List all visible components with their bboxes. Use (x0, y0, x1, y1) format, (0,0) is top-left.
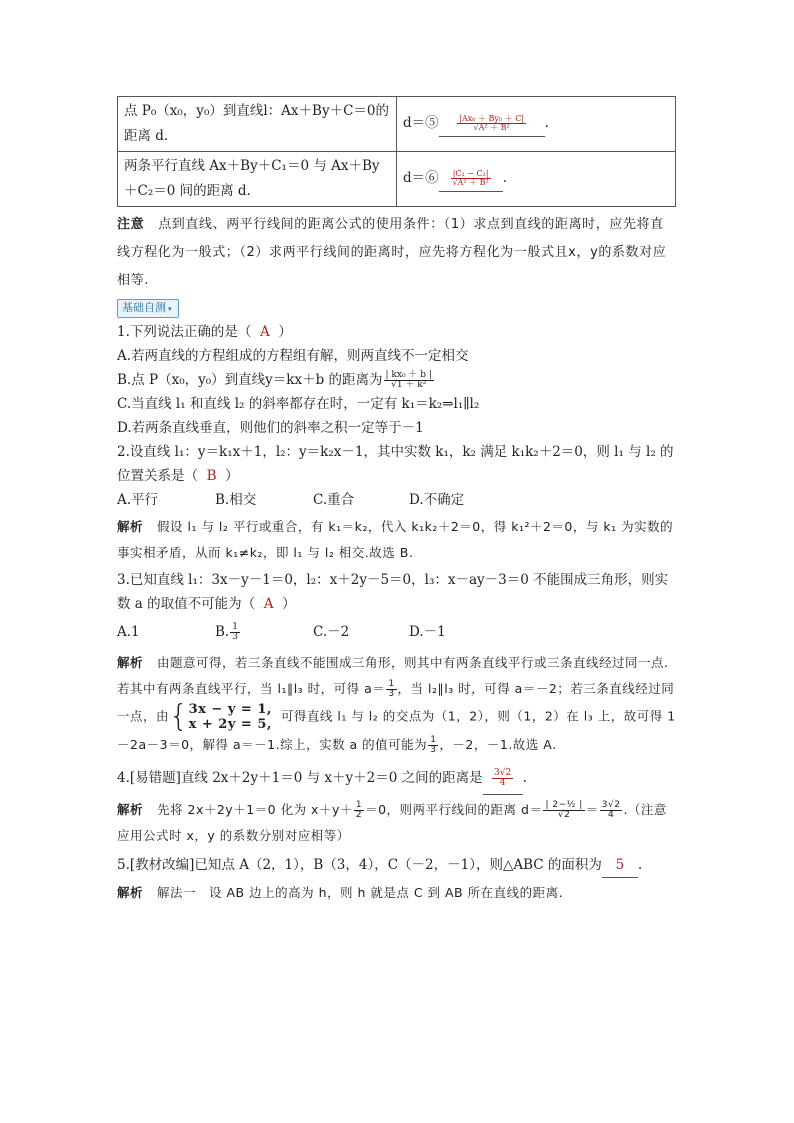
fraction-numerator: 1 (388, 678, 395, 689)
question-4-solution (117, 797, 677, 849)
solution-fraction (354, 801, 364, 821)
point-line-distance-label: 点 P₀（x₀，y₀）到直线l：Ax＋By＋C＝0的距离 d. (118, 97, 397, 152)
question-text: . (522, 770, 527, 786)
fraction-denominator: 3 (388, 689, 395, 699)
option-a: A.1 (117, 624, 140, 640)
formula-prefix: d＝⑤ (403, 115, 439, 131)
section-badge (117, 299, 179, 318)
answer-mark: B (206, 468, 217, 484)
question-text: 3.已知直线 l₁：3x－y－1＝0，l₂：x＋2y－5＝0，l₃：x－ay－3＝0 不能围成三角形，则实数 a 的取值不可能为（ (117, 572, 669, 612)
solution-text: .（注意应用公式时 x，y 的系数分别对应相等） (117, 802, 667, 843)
solution-fraction (543, 801, 584, 821)
question-2-stem (117, 440, 677, 488)
question-text: 2.设直线 l₁：y＝k₁x＋1，l₂：y＝k₂x－1，其中实数 k₁，k₂ 满足 k₁k₂＋2＝0，则 l₁ 与 l₂ 的位置关系是（ (117, 444, 674, 484)
fraction-numerator: 1 (430, 734, 437, 745)
answer-blank: 5 (602, 853, 638, 878)
option-text: B.点 P（x₀，y₀）到直线y＝kx＋b 的距离为 (117, 372, 383, 388)
solution-text: 先将 2x＋2y＋1＝0 化为 x＋y＋ (157, 802, 353, 817)
caret-down-icon: ▾ (168, 305, 172, 313)
solution-label: 解析 (117, 885, 144, 900)
fraction-numerator: | kx₀ ＋ b | (385, 369, 432, 380)
note-paragraph (117, 211, 677, 295)
fraction-numerator: 3√2 (601, 799, 621, 810)
fraction-numerator: 3√2 (494, 767, 512, 778)
solution-fraction (600, 801, 623, 821)
equation-system (189, 702, 272, 732)
fraction-denominator: 2 (355, 810, 363, 820)
question-5-solution (117, 880, 677, 906)
question-text: 4.[易错题]直线 2x＋2y＋1＝0 与 x＋y＋2＝0 之间的距离是 (117, 770, 483, 786)
page-content (117, 96, 677, 908)
answer-blank (439, 111, 545, 137)
fraction-denominator: √A² ＋ B² (473, 123, 510, 132)
answer-fraction (492, 769, 513, 789)
question-1-stem (117, 320, 677, 344)
equation-line: 3x − y = 1, (188, 702, 272, 717)
option-c: C.－2 (313, 624, 350, 640)
option-d: D.－1 (409, 624, 446, 640)
option-fraction (230, 623, 240, 643)
question-text: . (637, 857, 643, 873)
fraction-denominator: 4 (607, 810, 615, 820)
solution-fraction (428, 736, 438, 756)
fraction-numerator: 1 (355, 799, 363, 810)
left-brace-icon: { (169, 699, 189, 734)
fraction-denominator: 3 (430, 745, 437, 755)
fraction-numerator: |Ax₀ ＋ By₀ ＋ C| (459, 113, 525, 123)
answer-blank (439, 166, 503, 192)
solution-text: 可得直线 l₁ 与 l₂ 的交点为（1，2），则（1，2）在 l₃ 上，故可得 1－2a－3＝0，解得 a＝－1.综上，实数 a 的值可能为 (117, 708, 676, 752)
question-2-options (117, 488, 677, 512)
solution-text: ＝0，则两平行线间的距离 d＝ (365, 802, 543, 817)
fraction-denominator: √A² ＋ B² (452, 178, 489, 187)
option-a: A.平行 (117, 492, 159, 508)
question-text: ） (282, 596, 296, 612)
question-3-stem (117, 568, 677, 616)
option-text: B. (215, 624, 230, 640)
fraction-denominator: 3 (232, 632, 238, 642)
option-d: D.不确定 (409, 492, 465, 508)
table-row (118, 152, 676, 207)
parallel-lines-distance-formula: d＝⑥ $\frac{\text{|C₁ − C₂|}}{\text{√A² ＋ B²}}$ . (397, 152, 676, 207)
table-row (118, 97, 676, 152)
answer-mark: A (259, 324, 270, 340)
formula-fraction (451, 170, 491, 188)
question-text: 5.[教材改编]已知点 A（2，1），B（3，4），C（－2，－1），则△ABC 的面积为 (117, 857, 602, 873)
fraction-denominator: √1 ＋ k² (391, 380, 427, 390)
solution-fraction (386, 680, 396, 700)
question-text: 1.下列说法正确的是（ (117, 324, 252, 340)
question-text: ） (278, 324, 292, 340)
option-b (117, 368, 677, 392)
solution-text: ，当 l₂∥l₃ 时，可得 a＝－2；若三条直线经过同一点，由 (117, 681, 675, 724)
solution-label: 解析 (117, 655, 144, 670)
option-b (215, 616, 313, 648)
question-5-stem (117, 853, 677, 878)
solution-text: 解法一 设 AB 边上的高为 h，则 h 就是点 C 到 AB 所在直线的距离. (157, 885, 564, 900)
solution-label: 解析 (117, 519, 144, 534)
point-line-distance-formula: d＝⑤ $\frac{\text{|Ax₀ ＋ By₀ ＋ C|}}{\text{√A² ＋ B²}}$ . (397, 97, 676, 152)
option-b: B.相交 (215, 492, 257, 508)
formula-prefix: d＝⑥ (403, 170, 439, 186)
note-label: 注意 (117, 217, 145, 232)
solution-text: 由题意可得，若三条直线不能围成三角形，则其中有两条直线平行或三条直线经过同一点.若其中有两条直线平行，当 l₁∥l₃ 时，可得 a＝ (117, 655, 669, 696)
option-c: C.当直线 l₁ 和直线 l₂ 的斜率都存在时，一定有 k₁＝k₂⇒l₁∥l₂ (117, 396, 480, 412)
question-3-options (117, 616, 677, 648)
distance-formula-table (117, 96, 676, 207)
parallel-lines-distance-label: 两条平行直线 Ax＋By＋C₁＝0 与 Ax＋By＋C₂＝0 间的距离 d. (118, 152, 397, 207)
answer-mark: A (263, 596, 274, 612)
fraction-numerator: 1 (232, 621, 238, 632)
note-text: 点到直线、两平行线间的距离公式的使用条件：（1）求点到直线的距离时，应先将直线方程化为一般式；（2）求两平行线间的距离时，应先将方程化为一般式且x，y的系数对应相等. (117, 217, 667, 288)
equation-line: x + 2y = 5, (188, 717, 272, 732)
solution-text: ＝ (585, 802, 599, 817)
option-d: D.若两条直线垂直，则他们的斜率之积一定等于－1 (117, 420, 424, 436)
question-3-solution (117, 650, 677, 758)
solution-text: ，－2，－1.故选 A. (439, 737, 557, 752)
fraction-denominator: √2 (557, 810, 571, 820)
option-a: A.若两直线的方程组成的方程组有解，则两直线不一定相交 (117, 348, 469, 364)
solution-text: 假设 l₁ 与 l₂ 平行或重合，有 k₁＝k₂，代入 k₁k₂＋2＝0，得 k₁²＋2＝0，与 k₁ 为实数的事实相矛盾，从而 k₁≠k₂，即 l₁ 与 l₂ 相交.故选 B. (117, 519, 674, 560)
question-text: ） (225, 468, 239, 484)
fraction-denominator: 4 (499, 778, 506, 788)
question-4-stem (117, 762, 677, 795)
fraction-numerator: | 2−½ | (545, 799, 583, 810)
formula-fraction (457, 115, 526, 133)
distance-fraction (384, 371, 434, 391)
answer-blank (483, 762, 523, 795)
solution-label: 解析 (117, 802, 144, 817)
badge-label: 基础自测 (122, 301, 166, 314)
fraction-numerator: |C₁ − C₂| (451, 170, 491, 179)
question-2-solution (117, 514, 677, 566)
option-c: C.重合 (313, 492, 355, 508)
